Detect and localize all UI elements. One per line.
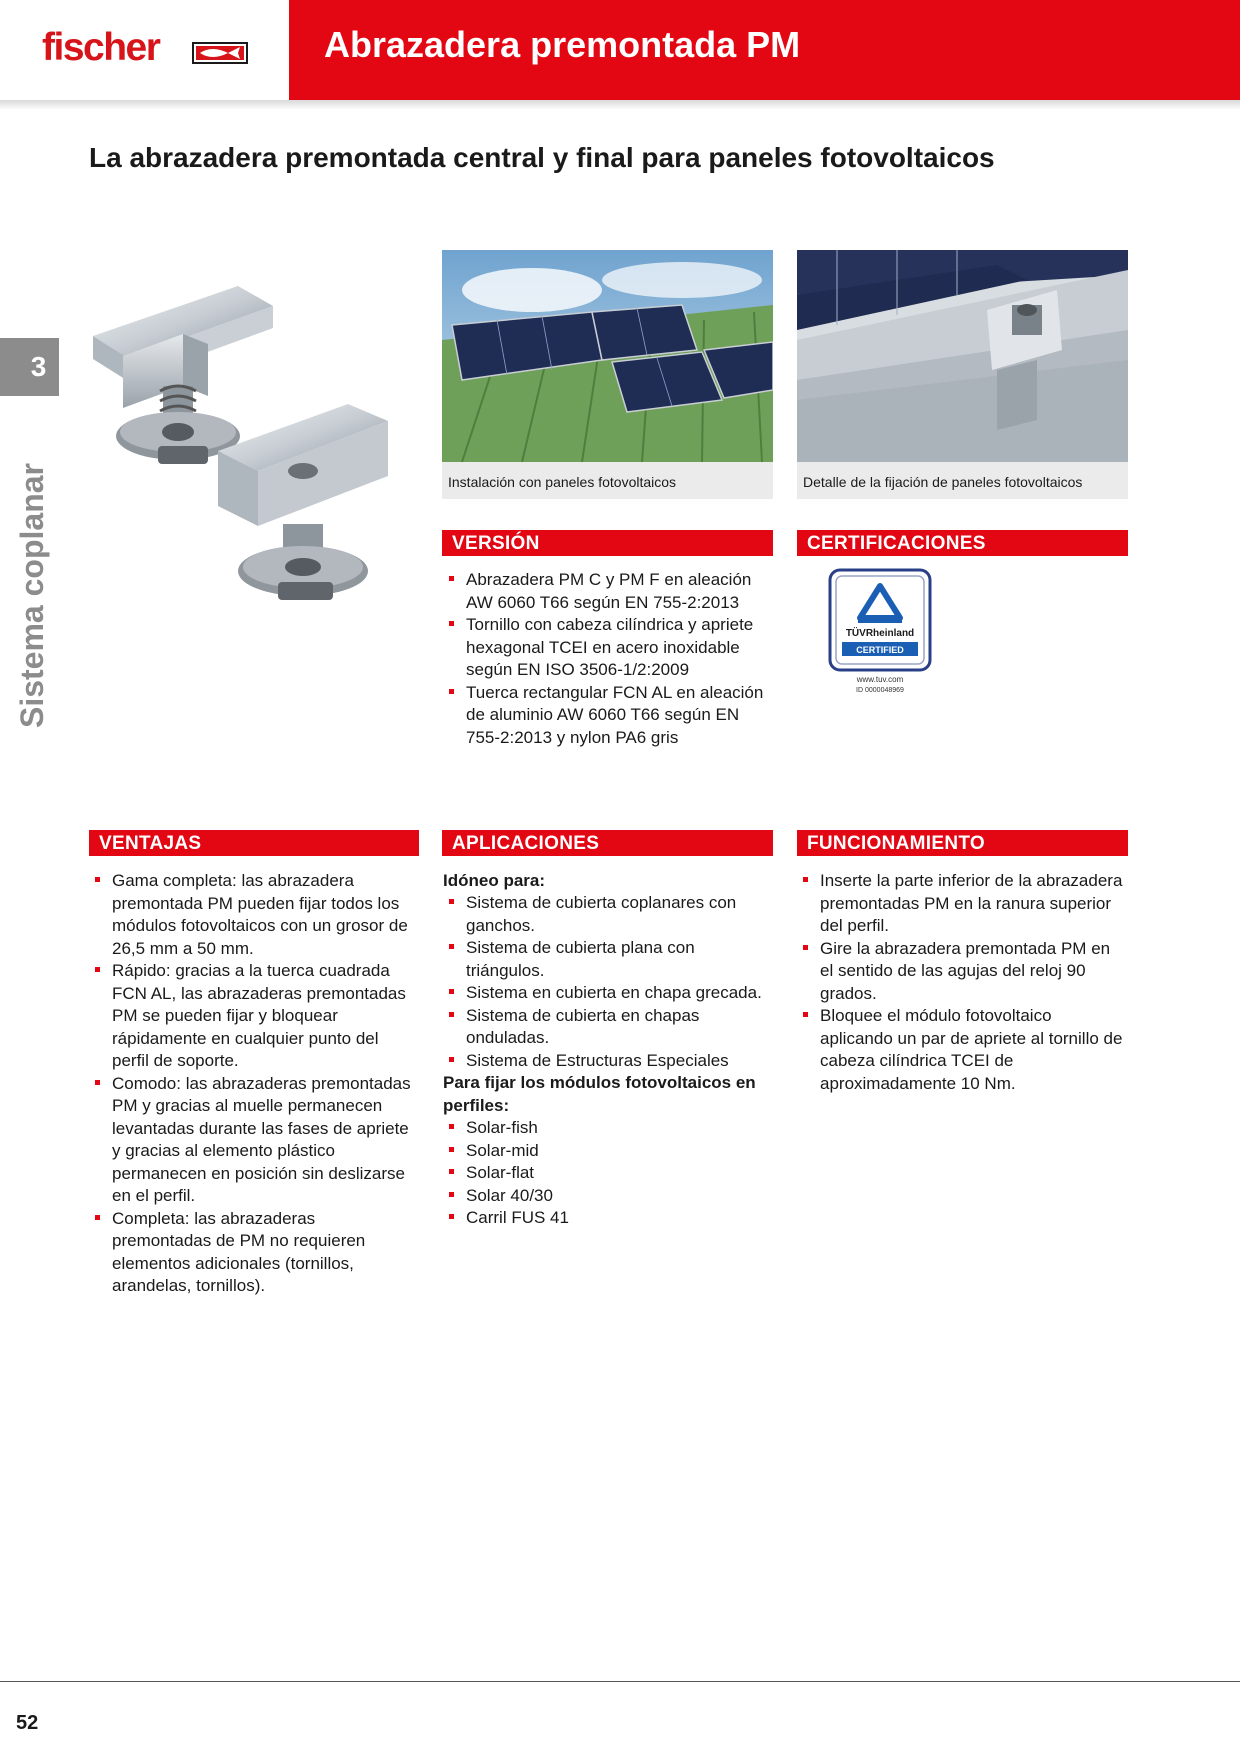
header-logo-area (0, 0, 289, 100)
ventajas-list (89, 870, 417, 1298)
fischer-fish-badge-icon (192, 40, 248, 66)
fischer-logo: fischer (42, 26, 160, 69)
list-item: Solar-fish (443, 1117, 773, 1140)
list-item: Rápido: gracias a la tuerca cuadrada FCN AL, las abrazaderas premontadas PM se pueden fijar y bloquear rápidamente en cualquier punto del perfil de soporte. (89, 960, 417, 1073)
chapter-number-tab: 3 (0, 338, 59, 396)
cert-url-text: www.tuv.com (856, 675, 904, 684)
page-title: Abrazadera premontada PM (324, 24, 801, 65)
page-subtitle: La abrazadera premontada central y final para paneles fotovoltaicos (89, 142, 995, 173)
list-item: Bloquee el módulo fotovoltaico aplicando un par de apriete al tornillo de cabeza cilíndrica TCEI de aproximadamente 10 Nm. (797, 1005, 1127, 1095)
page-number: 52 (16, 1712, 39, 1734)
list-item: Tuerca rectangular FCN AL en aleación de aluminio AW 6060 T66 según EN 755-2:2013 y nylon PA6 gris (443, 682, 773, 750)
detail-photo (797, 250, 1128, 462)
list-item: Solar-mid (443, 1140, 773, 1163)
perfiles-label: Para fijar los módulos fotovoltaicos en perfiles: (443, 1073, 756, 1115)
aplicaciones-heading: APLICACIONES (442, 830, 773, 856)
product-clamps-image (88, 286, 408, 666)
list-item: Solar 40/30 (443, 1185, 773, 1208)
list-item: Solar-flat (443, 1162, 773, 1185)
footer-divider (0, 1681, 1240, 1682)
list-item: Gama completa: las abrazadera premontada PM pueden fijar todos los módulos fotovoltaicos con un grosor de 26,5 mm a 50 mm. (89, 870, 417, 960)
list-item: Tornillo con cabeza cilíndrica y apriete hexagonal TCEI en acero inoxidable según EN ISO 3506-1/2:2009 (443, 614, 773, 682)
header-shadow (0, 100, 1240, 110)
list-item: Sistema de Estructuras Especiales (443, 1050, 773, 1073)
version-list (443, 569, 773, 749)
list-item: Sistema de cubierta coplanares con ganchos. (443, 892, 773, 937)
list-item: Inserte la parte inferior de la abrazadera premontadas PM en la ranura superior del perfil. (797, 870, 1127, 938)
list-item: Sistema de cubierta en chapas onduladas. (443, 1005, 773, 1050)
chapter-label: Sistema coplanar (14, 463, 50, 728)
perfiles-list (443, 1117, 773, 1230)
funcionamiento-heading: FUNCIONAMIENTO (797, 830, 1128, 856)
idoneo-list (443, 892, 773, 1072)
list-item: Sistema en cubierta en chapa grecada. (443, 982, 773, 1005)
installation-caption: Instalación con paneles fotovoltaicos (442, 462, 773, 499)
certificaciones-heading: CERTIFICACIONES (797, 530, 1128, 556)
idoneo-label: Idóneo para: (443, 871, 546, 890)
list-item: Abrazadera PM C y PM F en aleación AW 6060 T66 según EN 755-2:2013 (443, 569, 773, 614)
list-item: Carril FUS 41 (443, 1207, 773, 1230)
list-item: Sistema de cubierta plana con triángulos. (443, 937, 773, 982)
cert-label-text: CERTIFIED (856, 645, 904, 655)
tuv-certified-icon (828, 568, 932, 698)
list-item: Completa: las abrazaderas premontadas de PM no requieren elementos adicionales (tornillos, arandelas, tornillos). (89, 1208, 417, 1298)
list-item: Gire la abrazadera premontada PM en el sentido de las agujas del reloj 90 grados. (797, 938, 1127, 1006)
installation-photo (442, 250, 773, 462)
funcionamiento-list (797, 870, 1127, 1095)
cert-brand-text: TÜVRheinland (845, 628, 915, 639)
cert-id-text: ID 0000048969 (856, 687, 904, 694)
version-heading: VERSIÓN (442, 530, 773, 556)
ventajas-heading: VENTAJAS (89, 830, 419, 856)
list-item: Comodo: las abrazaderas premontadas PM y gracias al muelle permanecen levantadas durante las fases de apriete y gracias al elemento plástico permanecen en posición sin deslizarse en el perfil. (89, 1073, 417, 1208)
detail-caption: Detalle de la fijación de paneles fotovoltaicos (797, 462, 1128, 499)
